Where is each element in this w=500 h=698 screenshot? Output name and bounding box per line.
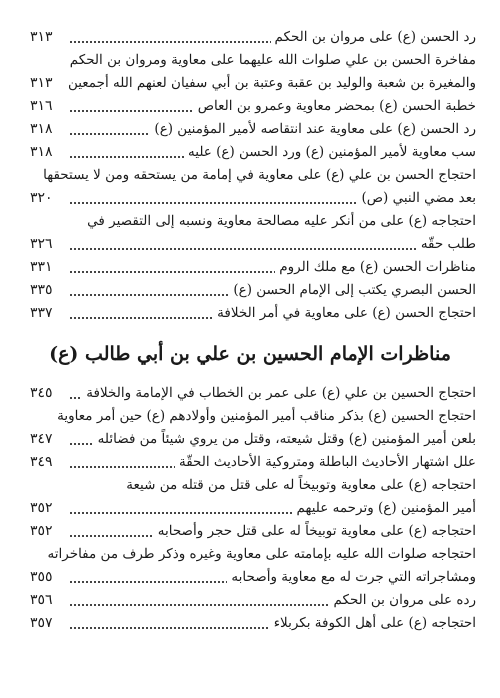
toc-entry bbox=[0, 210, 500, 233]
toc-entry-page-number: ٣٥٧ bbox=[30, 612, 64, 635]
toc-entry bbox=[0, 382, 500, 405]
toc-entry-page-number: ٣١٨ bbox=[30, 118, 64, 141]
toc-entry-page-number: ٣٣٥ bbox=[30, 279, 64, 302]
toc-entry-title: ومشاجراته التي جرت له مع معاوية وأصحابه bbox=[227, 566, 476, 589]
toc-entry bbox=[0, 72, 500, 95]
toc-entry bbox=[0, 451, 500, 474]
toc-entry bbox=[0, 302, 500, 325]
toc-entry bbox=[0, 566, 500, 589]
toc-entry bbox=[0, 95, 500, 118]
toc-entry bbox=[0, 256, 500, 279]
toc-entry-title: طلب حقّه bbox=[417, 233, 476, 256]
toc-entry-title: مناظرات الحسن (ع) مع ملك الروم bbox=[275, 256, 476, 279]
toc-entry-title: مفاخرة الحسن بن علي صلوات الله عليهما على معاوية ومروان بن الحكم bbox=[66, 49, 476, 72]
toc-entry bbox=[0, 474, 500, 497]
toc-entry bbox=[0, 428, 500, 451]
toc-entry-title: أمير المؤمنين (ع) وترحمه عليهم bbox=[293, 497, 476, 520]
toc-entry-page-number: ٣١٣ bbox=[30, 26, 64, 49]
toc-entry-title: خطبة الحسن (ع) بمحضر معاوية وعمرو بن العاص bbox=[194, 95, 476, 118]
toc-entry-title: احتجاجه (ع) على أهل الكوفة بكربلاء bbox=[270, 612, 476, 635]
toc-entry-page-number: ٣٢٠ bbox=[30, 187, 64, 210]
toc-entry-title: رده على مروان بن الحكم bbox=[330, 589, 476, 612]
toc-entry-title: احتجاجه (ع) على معاوية وتوبيخاً له على قتل من قتله من شيعة bbox=[122, 474, 476, 497]
toc-entry-title: رد الحسن (ع) على معاوية عند انتقاصه لأمير المؤمنين (ع) bbox=[150, 118, 476, 141]
toc-entry-page-number: ٣٥٦ bbox=[30, 589, 64, 612]
toc-entry-title: احتجاجه صلوات الله عليه بإمامته على معاوية وغيره وذكر طرف من مفاخراته bbox=[44, 543, 476, 566]
toc-entry-title: الحسن البصري يكتب إلى الإمام الحسن (ع) bbox=[229, 279, 476, 302]
toc-entry bbox=[0, 520, 500, 543]
section-heading: مناظرات الإمام الحسين بن علي بن أبي طالب (ع) bbox=[49, 343, 451, 365]
toc-entry-page-number: ٣٤٧ bbox=[30, 428, 64, 451]
toc-entry-page-number: ٣٤٩ bbox=[30, 451, 64, 474]
toc-entry bbox=[0, 589, 500, 612]
toc-entry-title: احتجاج الحسين بن علي (ع) على عمر بن الخطاب في الإمامة والخلافة bbox=[82, 382, 476, 405]
toc-entry bbox=[0, 543, 500, 566]
toc-entry-title: سب معاوية لأمير المؤمنين (ع) ورد الحسن (ع) عليه bbox=[184, 141, 476, 164]
toc-entry bbox=[0, 405, 500, 428]
toc-entry bbox=[0, 141, 500, 164]
toc-entry-page-number: ٣٣١ bbox=[30, 256, 64, 279]
toc-entry bbox=[0, 187, 500, 210]
toc-entry-title: احتجاج الحسين (ع) بذكر مناقب أمير المؤمنين وأولادهم (ع) حين أمر معاوية bbox=[53, 405, 476, 428]
toc-entry bbox=[0, 26, 500, 49]
toc-entry bbox=[0, 49, 500, 72]
toc-entry-page-number: ٣٥٢ bbox=[30, 497, 64, 520]
toc-entry-title: بعد مضي النبي (ص) bbox=[357, 187, 476, 210]
toc-entry-page-number: ٣٥٢ bbox=[30, 520, 64, 543]
toc-entry-title: احتجاج الحسن بن علي (ع) على معاوية في إمامة من يستحقه ومن لا يستحقها bbox=[39, 164, 476, 187]
toc-section-husayn bbox=[0, 382, 500, 635]
dot-leader bbox=[70, 248, 476, 250]
toc-entry-title: رد الحسن (ع) على مروان بن الحكم bbox=[271, 26, 476, 49]
toc-entry-title: احتجاج الحسن (ع) على معاوية في أمر الخلافة bbox=[213, 302, 476, 325]
toc-entry-title: بلعن أمير المؤمنين (ع) وقتل شيعته، وقتل من يروي شيئاً من فضائله bbox=[94, 428, 476, 451]
toc-entry-title: احتجاجه (ع) على معاوية توبيخاً له على قتل حجر وأصحابه bbox=[154, 520, 476, 543]
toc-entry bbox=[0, 118, 500, 141]
toc-entry bbox=[0, 612, 500, 635]
toc-entry-page-number: ٣٥٥ bbox=[30, 566, 64, 589]
toc-entry-page-number: ٣٣٧ bbox=[30, 302, 64, 325]
toc-entry bbox=[0, 279, 500, 302]
toc-section-hasan bbox=[0, 26, 500, 325]
toc-entry-page-number: ٣٢٦ bbox=[30, 233, 64, 256]
toc-entry bbox=[0, 497, 500, 520]
toc-entry bbox=[0, 164, 500, 187]
toc-entry-page-number: ٣٤٥ bbox=[30, 382, 64, 405]
toc-entry-page-number: ٣١٦ bbox=[30, 95, 64, 118]
toc-entry-page-number: ٣١٣ bbox=[30, 72, 64, 95]
toc-entry bbox=[0, 233, 500, 256]
toc-entry-title: علل اشتهار الأحاديث الباطلة ومتروكية الأحاديث الحقّة bbox=[175, 451, 476, 474]
toc-entry-title: والمغيرة بن شعبة والوليد بن عقبة وعتبة بن أبي سفيان لعنهم الله أجمعين bbox=[64, 72, 476, 95]
toc-entry-page-number: ٣١٨ bbox=[30, 141, 64, 164]
toc-entry-title: احتجاجه (ع) على من أنكر عليه مصالحة معاوية ونسبه إلى التقصير في bbox=[83, 210, 476, 233]
